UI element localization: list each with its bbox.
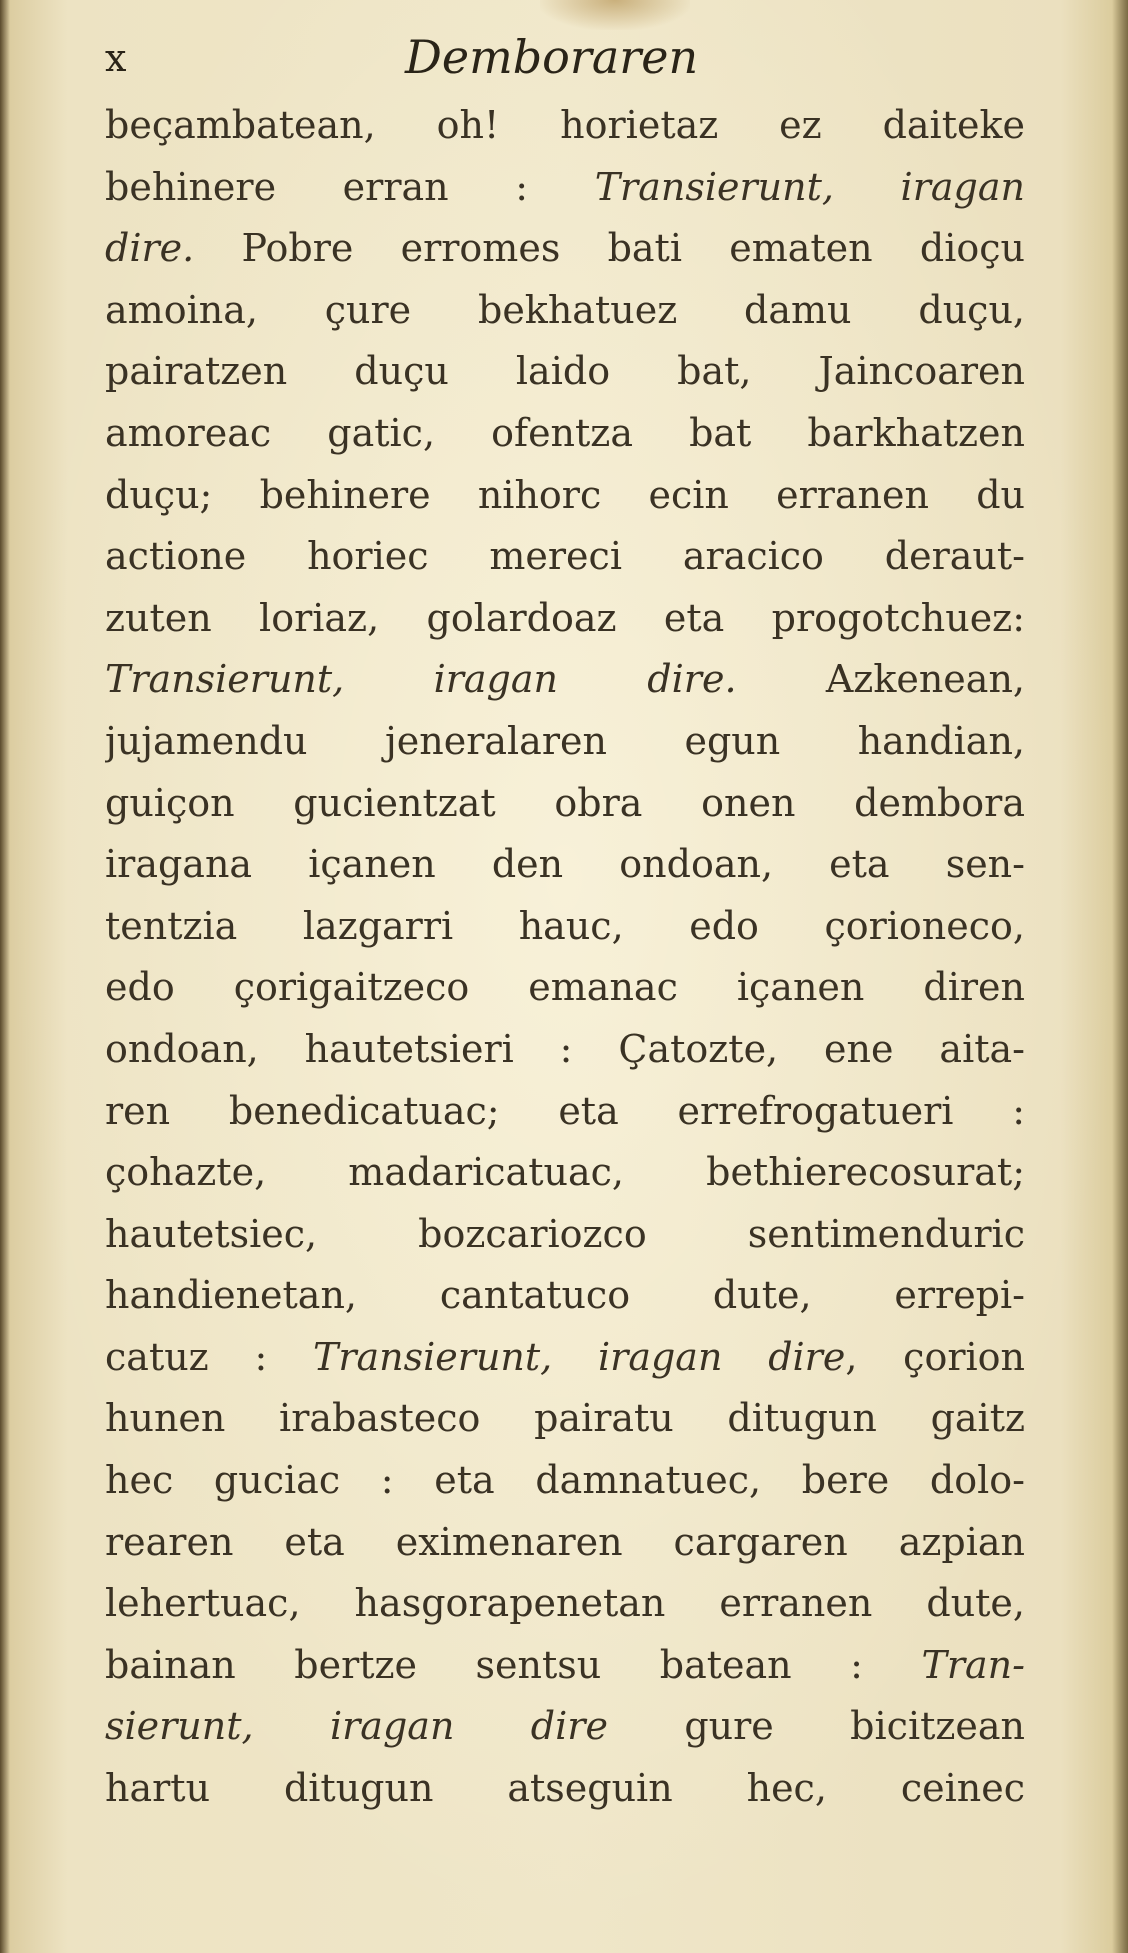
text-line (105, 341, 1025, 403)
text-segment: pairatzen duçu laido bat, Jaincoaren (105, 349, 1025, 394)
text-segment: catuz : (105, 1334, 314, 1379)
text-line (105, 896, 1025, 958)
text-segment: iragana içanen den ondoan, eta sen- (105, 842, 1025, 887)
text-segment: lehertuac, hasgorapenetan erranen dute, (105, 1581, 1025, 1626)
text-line (105, 1512, 1025, 1574)
text-line (105, 526, 1025, 588)
text-segment: hautetsiec, bozcariozco sentimenduric (105, 1211, 1025, 1256)
text-segment: , çorion (845, 1334, 1025, 1379)
page-number: x (105, 36, 128, 80)
text-segment: zuten loriaz, golardoaz eta progotchuez: (105, 595, 1025, 640)
text-line (105, 1696, 1025, 1758)
text-line (105, 1081, 1025, 1143)
text-line (105, 1327, 1025, 1389)
text-line (105, 95, 1025, 157)
text-line (105, 1019, 1025, 1081)
text-segment: behinere erran : (105, 164, 595, 209)
text-segment: hunen irabasteco pairatu ditugun gaitz (105, 1396, 1025, 1441)
italic-text: Tran- (921, 1642, 1025, 1687)
text-line (105, 711, 1025, 773)
text-line (105, 218, 1025, 280)
text-line (105, 1450, 1025, 1512)
text-line (105, 588, 1025, 650)
text-segment: hartu ditugun atseguin hec, ceinec (105, 1766, 1025, 1811)
text-line (105, 773, 1025, 835)
text-segment: hec guciac : eta damnatuec, bere dolo- (105, 1458, 1025, 1503)
paper-stain (540, 0, 690, 30)
text-line (105, 1142, 1025, 1204)
text-segment: guiçon gucientzat obra onen dembora (105, 780, 1025, 825)
text-segment: bainan bertze sentsu batean : (105, 1642, 922, 1687)
text-segment: jujamendu jeneralaren egun handian, (105, 718, 1025, 763)
italic-text: dire. (105, 226, 195, 271)
text-line (105, 1388, 1025, 1450)
text-segment: Pobre erromes bati ematen dioçu (194, 226, 1025, 271)
text-line (105, 1573, 1025, 1635)
body-text (105, 95, 1025, 1820)
italic-text: Transierunt, iragan (594, 164, 1025, 209)
text-line (105, 465, 1025, 527)
italic-text: Transierunt, iragan dire. (105, 657, 737, 702)
text-segment: duçu; behinere nihorc ecin erranen du (105, 472, 1025, 517)
text-segment: amoreac gatic, ofentza bat barkhatzen (105, 410, 1025, 455)
text-line (105, 1635, 1025, 1697)
text-line (105, 1265, 1025, 1327)
text-segment: handienetan, cantatuco dute, errepi- (105, 1273, 1025, 1318)
text-line (105, 1204, 1025, 1266)
italic-text: sierunt, iragan dire (105, 1704, 608, 1749)
text-line (105, 403, 1025, 465)
text-segment: ondoan, hautetsieri : Çatozte, ene aita- (105, 1026, 1025, 1071)
text-segment: amoina, çure bekhatuez damu duçu, (105, 287, 1025, 332)
text-segment: edo çorigaitzeco emanac içanen diren (105, 965, 1025, 1010)
text-segment: tentzia lazgarri hauc, edo çorioneco, (105, 903, 1025, 948)
text-segment: rearen eta eximenaren cargaren azpian (105, 1519, 1025, 1564)
text-segment: Azkenean, (736, 657, 1025, 702)
text-line (105, 957, 1025, 1019)
text-line (105, 157, 1025, 219)
text-line (105, 834, 1025, 896)
text-line (105, 280, 1025, 342)
text-segment: gure bicitzean (607, 1704, 1025, 1749)
italic-text: Transierunt, iragan dire (313, 1334, 846, 1379)
text-line (105, 649, 1025, 711)
page-header (105, 30, 1025, 90)
running-head: Demboraren (405, 30, 699, 84)
text-segment: ren benedicatuac; eta errefrogatueri : (105, 1088, 1025, 1133)
text-segment: beçambatean, oh! horietaz ez daiteke (105, 103, 1025, 147)
text-segment: çohazte, madaricatuac, bethierecosurat; (105, 1150, 1025, 1195)
text-segment: actione horiec mereci aracico deraut- (105, 534, 1025, 579)
text-line (105, 1758, 1025, 1820)
